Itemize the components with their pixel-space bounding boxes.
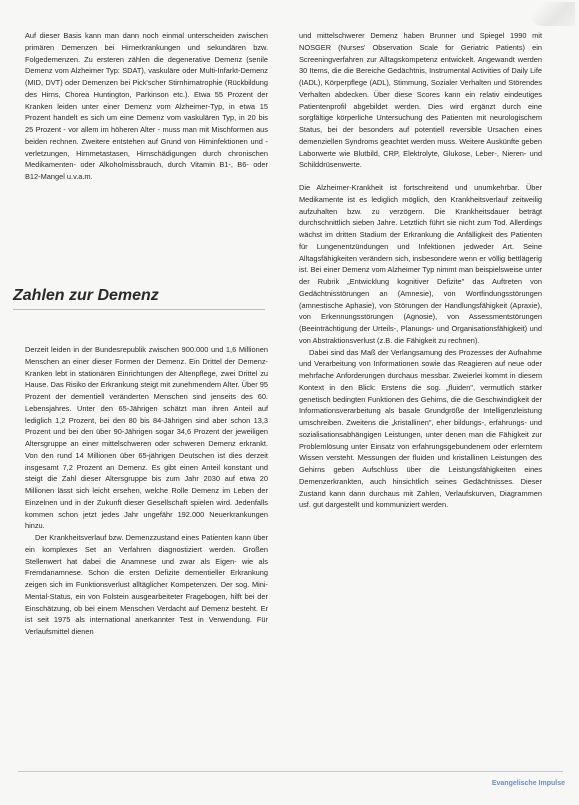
paragraph-gap <box>299 171 542 182</box>
section-heading: Zahlen zur Demenz <box>13 287 159 304</box>
footer-publication-name: Evangelische Impulse <box>491 780 565 787</box>
right-paragraph-2: Die Alzheimer-Krankheit ist fortschreitend und unumkehrbar. Über Medikamente ist es lediglich möglich, den Krankheitsverlauf zeitweilig aufzuhalten bzw. zu verzögern. Die Krankheitsdauer beträgt durchschnittlich sieben Jahre. Letztlich führt sie nicht zum Tod. Allerdings wächst im dritten Stadium der Erkrankung die Anfälligkeit des Patienten für Lungenentzündungen und Infektionen jedweder Art. Seine Alltagsfähigkeiten verändern sich, insbesondere wenn er völlig bettlägerig ist. Bei einer Demenz vom Alzheimer Typ nimmt man beispielsweise unter der Rubrik „Entwicklung kognitiver Defizite" das Auftreten von Gedächtnisstörungen an (Amnesie), von Wortfindungsstörungen (amnestische Aphasie), von Störungen der Handlungsfähigkeit (Apraxie), von Erkennungsstörungen (Agnosie), von Assessmentstörungen (Beeinträchtigung der Urteils-, Planungs- und Organisationsfähigkeit) und von Abstraktionsverlust (z.B. die Fähigkeit zu rechnen). <box>299 183 542 345</box>
left-paragraph-1: Derzeit leiden in der Bundesrepublik zwischen 900.000 und 1,6 Millionen Menschen an einer dieser Formen der Demenz. Ein Drittel der Demenz-Kranken lebt in stationären Einrichtungen der Altenpflege, zwei Drittel zu Hause. Das Risiko der Erkrankung steigt mit zunehmendem Alter. Über 95 Prozent der dementiell veränderten Menschen sind jenseits des 60. Lebensjahres. Unter den 65-Jährigen schätzt man ihren Anteil auf lediglich 1,2 Prozent, bei den 80 bis 84-Jährigen sind aber schon 13,3 Prozent und bei den über 90-Jährigen sogar 34,6 Prozent der jeweiligen Altersgruppe an einer mittelschweren oder schweren Demenz erkrankt. Von den rund 14 Millionen über 65-jährigen Deutschen ist dies derzeit insgesamt 7,2 Prozent an Demenz. Es gibt einen Anteil konstant und steigt die Zahl dieser Altersgruppe bis zum Jahr 2030 auf etwa 20 Millionen lässt sich leicht ersehen, welche Rolle Demenz im Leben der Einzelnen und in der Zukunft dieser Gesellschaft spielen wird. Jedenfalls kommen schon jetzt jedes Jahr ungefähr 192.000 Neuerkrankungen hinzu. <box>25 345 268 531</box>
heading-divider <box>13 309 265 310</box>
right-paragraph-1: und mittelschwerer Demenz haben Brunner und Spiegel 1990 mit NOSGER (Nurses' Observation Scale for Geriatric Patients) ein Screeningverfahren zur Alltagskompetenz entwickelt. Angewandt werden 30 Items, die die Bereiche Gedächtnis, Instrumental Activities of Daily Life (IADL), Körperpflege (ADL), Stimmung, Sozialer Verhalten und Störendes Verhalten abdecken. Über diese Scores kann ein relativ eindeutiges Patientenprofil abgebildet werden. Dies wird ergänzt durch eine sorgfältige körperliche Untersuchung des Patienten mit neurologischem Status, bei der besonders auf potentiell reversible Ursachen eines demenziellen Syndroms geachtet werden muss. Weitere Auskünfte geben Laborwerte wie Blutbild, CRP, Elektrolyte, Glukose, Leber-, Nieren- und Schilddrüsenwerte. <box>299 31 542 170</box>
left-column-body <box>25 344 268 638</box>
right-paragraph-3: Dabei sind das Maß der Verlangsamung des Prozesses der Aufnahme und Verarbeitung von Informationen sowie das Reagieren auf neue oder mehrfache Anforderungen durchaus messbar. Zweierlei kommt in diesem Kontext in den Blick: Erstens die sog. „fluiden", vermutlich stärker genetisch bedingten Funktionen des Gehirns, die die Geschwindigkeit der Informationsverarbeitung als basale Grundgröße der Intelligenzleistung umschreiben. Zweitens die „kristallinen", eher bildungs-, erfahrungs- und sozialisationsabhängigen Leistungen, unter denen man die Fähigkeit zur Problemlösung unter Einsatz von erfahrungsgebundenem oder erlerntem Wissen versteht. Messungen der fluiden und kristallinen Leistungen des Gehirns geben Aufschluss über die Leistungsfähigkeiten eines Demenzerkrankten, auch hinsichtlich seines Gedächtnisses. Dieser Zustand kann dann durchaus mit Zahlen, Verlaufskurven, Diagrammen usf. gut dargestellt und kommuniziert werden. <box>299 347 542 510</box>
right-column <box>299 30 542 511</box>
left-intro-paragraph: Auf dieser Basis kann man dann noch einmal unterscheiden zwischen primären Demenzen bei Hirnerkrankungen und sekundären bzw. Folgedemenzen. Zu ersteren zählen die degenerative Demenz (senile Demenz vom Alzheimer Typ: SDAT), vaskuläre oder Multi-Infarkt-Demenz (MID, DVT) oder Demenzen bei Pick'scher Stirnhirnatrophie (Rückbildung des Hirns, Chorea Huntington, Parkinson etc.). Etwa 55 Prozent der Kranken leiden unter einer Demenz vom Alzheimer-Typ, in etwa 15 Prozent handelt es sich um eine Demenz vom vaskulären Typ, in 20 bis 25 Prozent - vor allem im höheren Alter - muss man mit Mischformen aus beiden rechnen. Zweitere entstehen auf Grund von Hirninfektionen und -verletzungen, Hirnmetastasen, Hirnschädigungen durch chronischen Medikamenten- oder Alkoholmissbrauch, durch Vitamin B1-, B6- oder B12-Mangel u.v.a.m. <box>25 31 268 181</box>
left-paragraph-2: Der Krankheitsverlauf bzw. Demenzzustand eines Patienten kann über ein komplexes Set an Verfahren diagnostiziert werden. Großen Stellenwert hat dabei die Anamnese und zwar als Eigen- wie als Fremdanamnese. Schon die ersten Defizite dementieller Erkrankung zeigen sich im Funktionsverlust alltäglicher Kompetenzen. Der sog. Mini-Mental-Status, ein von Folstein ausgearbeiteter Fragebogen, hilft bei der Einschätzung, ob bei einem Menschen Verdacht auf Demenz besteht. Er ist seit 1975 als international anerkannter Test in Verwendung. Für Verlaufsmittel dienen <box>25 533 268 636</box>
page-corner-mark <box>529 2 575 26</box>
left-column-top <box>25 30 268 183</box>
footer-divider <box>18 771 563 772</box>
